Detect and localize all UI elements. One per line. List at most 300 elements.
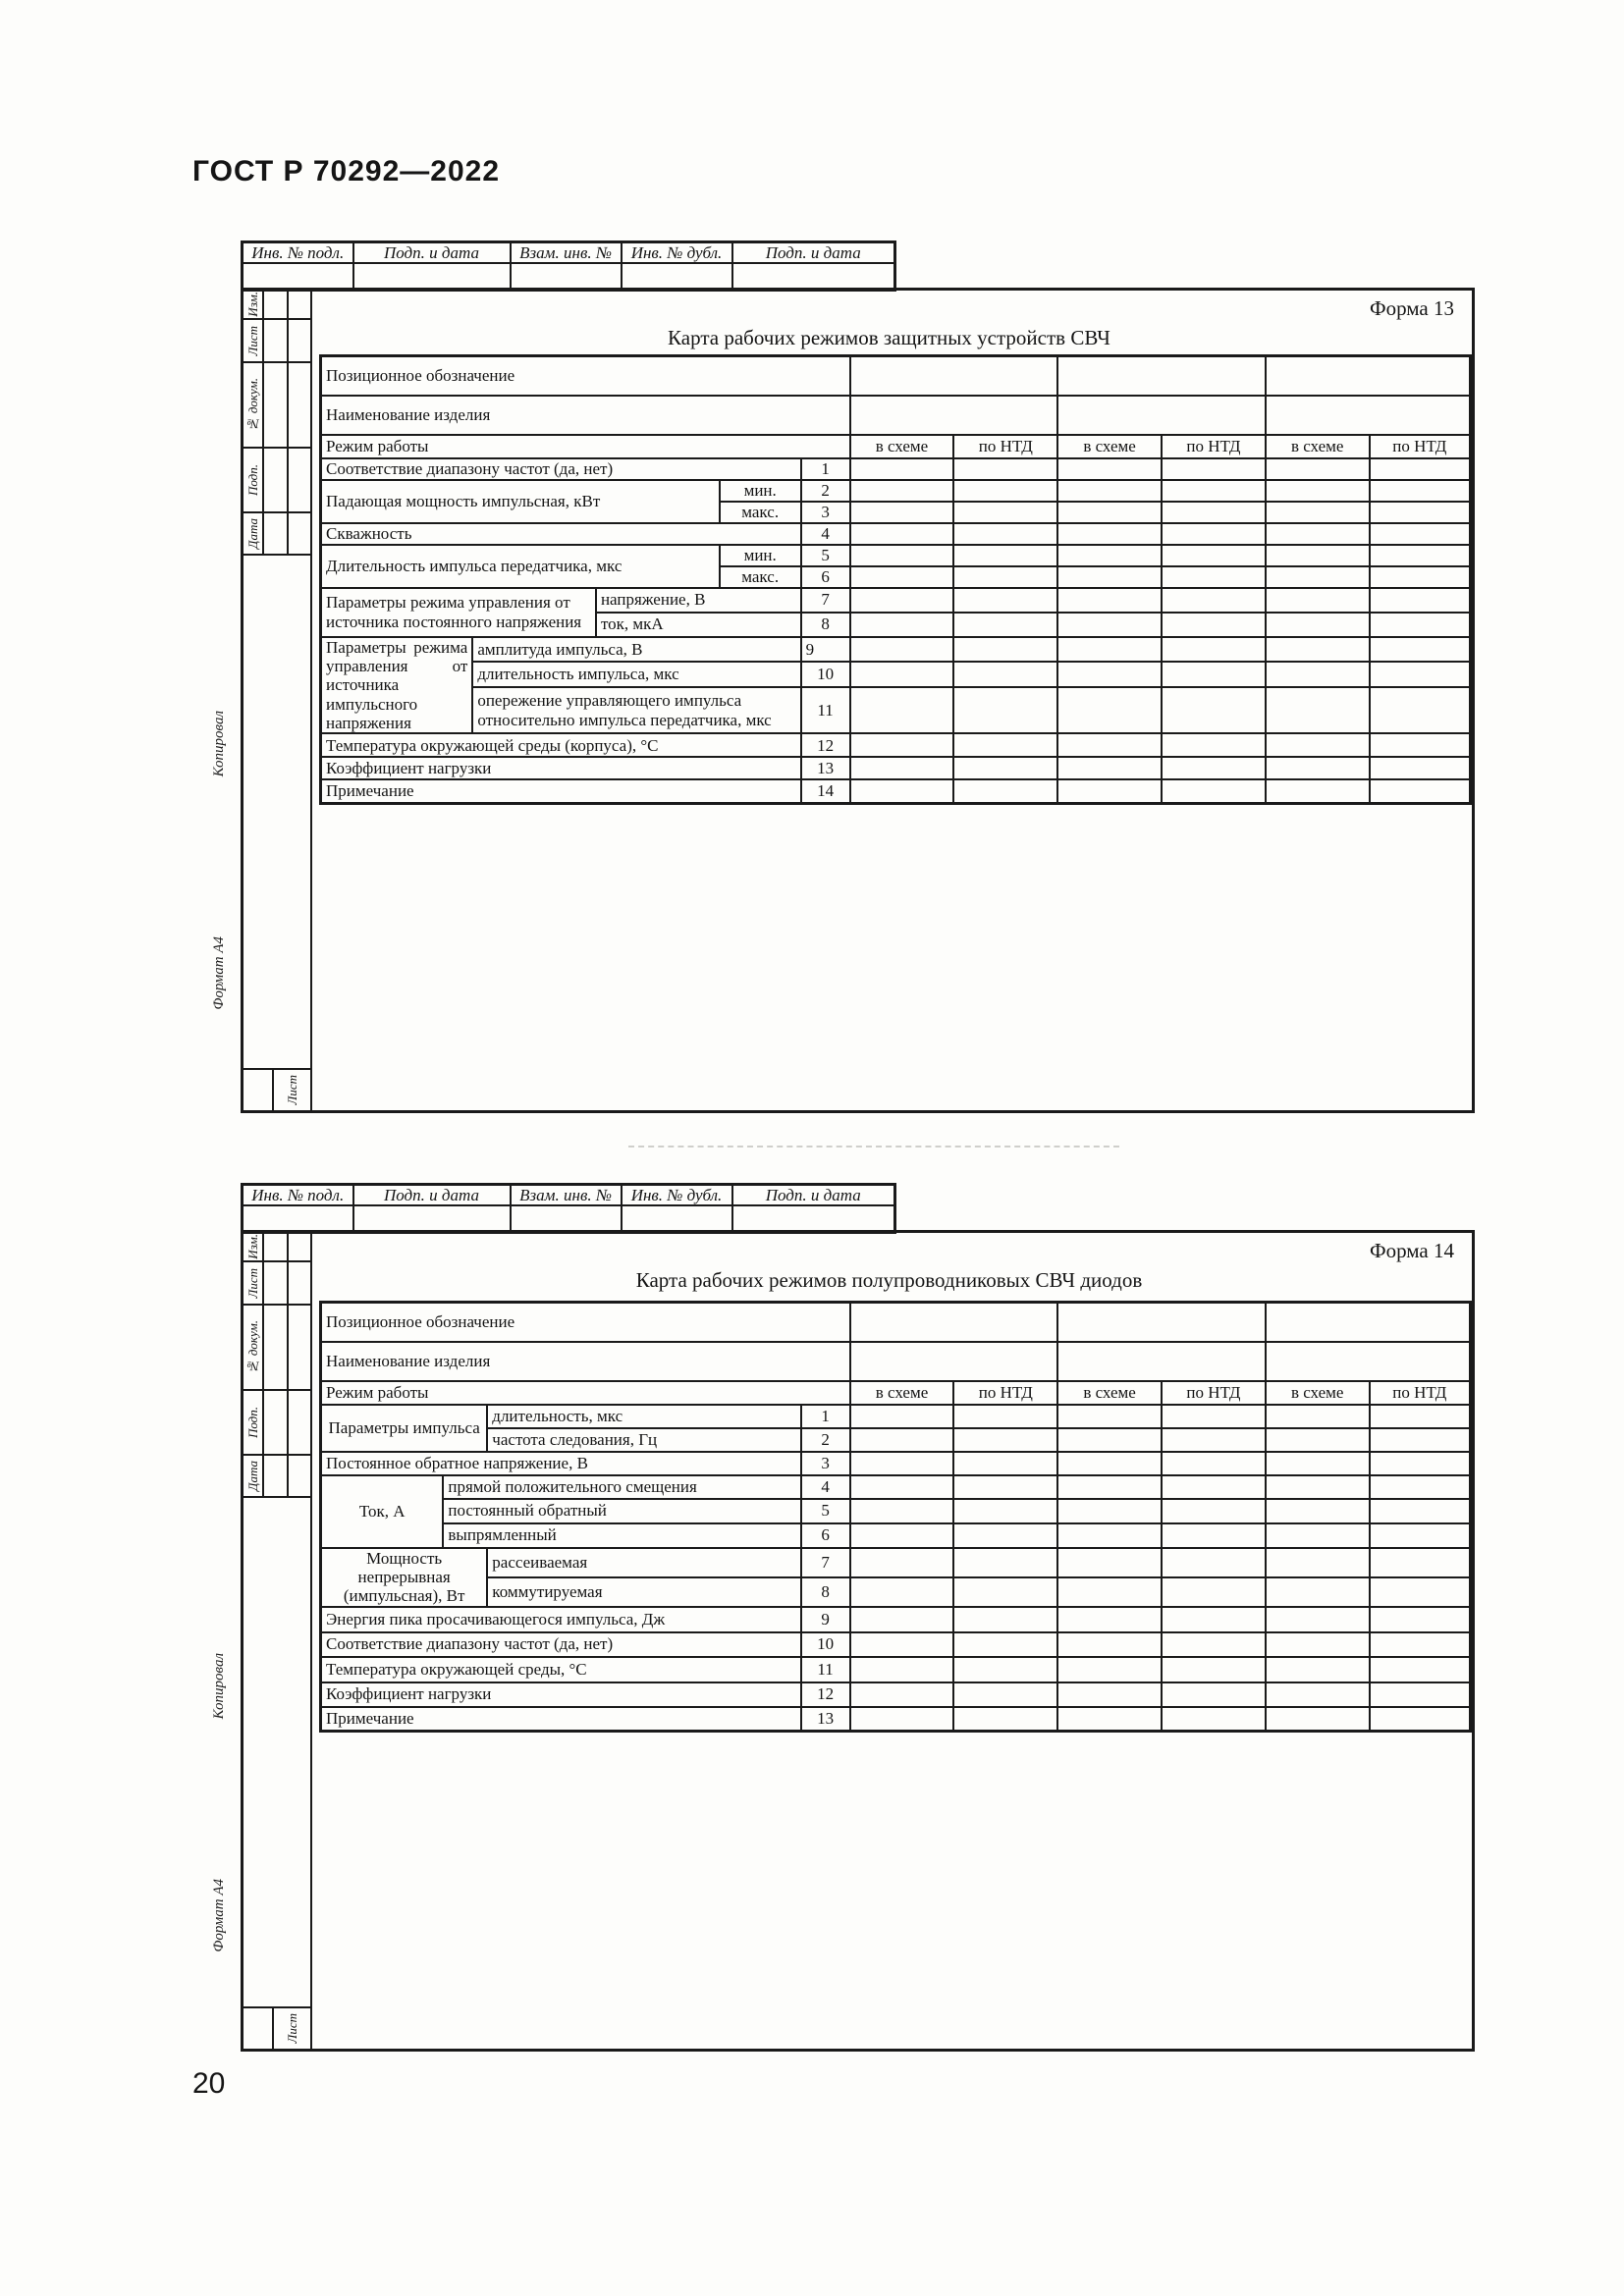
data-cell — [1370, 502, 1471, 523]
row-label: Примечание — [321, 779, 801, 803]
row-number: 3 — [801, 502, 850, 523]
data-cell — [1266, 1499, 1370, 1523]
data-cell — [1162, 1475, 1266, 1499]
data-cell — [1057, 356, 1266, 396]
form13-label: Форма 13 — [1370, 296, 1454, 320]
mode-header: в схеме — [1266, 1381, 1370, 1405]
sidebar-cell — [264, 1391, 289, 1454]
row-sublabel: опережение управляющего импульса относительно импульса передатчика, мкс — [472, 687, 800, 734]
data-cell — [1370, 687, 1471, 734]
row-sublabel: длительность импульса, мкс — [472, 662, 800, 687]
row-label: Температура окружающей среды (корпуса), °С — [321, 733, 801, 757]
sidebar-cell — [289, 1262, 310, 1304]
data-cell — [1162, 1607, 1266, 1632]
row-sublabel: макс. — [720, 502, 801, 523]
data-cell — [1057, 733, 1162, 757]
sidebar-cell — [289, 513, 310, 554]
row-label: Параметры режима управления от источника импульсного напряжения — [321, 637, 473, 734]
data-cell — [1370, 1405, 1471, 1428]
data-cell — [1057, 637, 1162, 663]
data-cell — [1370, 1682, 1471, 1707]
data-cell — [1370, 637, 1471, 663]
data-cell — [850, 662, 954, 687]
mode-header: по НТД — [1370, 1381, 1471, 1405]
stamp-strip — [241, 1183, 896, 1234]
sidebar-label: Изм. — [244, 1234, 260, 1259]
format-label: Формат А4 — [211, 936, 227, 1010]
data-cell — [850, 1405, 954, 1428]
stamp-cell: Подп. и дата — [732, 242, 895, 264]
stamp-blank-cell — [511, 1205, 622, 1232]
sidebar-row — [244, 291, 310, 320]
field-label: Режим работы — [321, 435, 850, 458]
data-cell — [1057, 523, 1162, 545]
sidebar-cell — [289, 320, 310, 361]
mode-header: в схеме — [850, 1381, 954, 1405]
data-cell — [953, 502, 1057, 523]
data-cell — [850, 687, 954, 734]
data-cell — [1266, 613, 1370, 637]
data-cell — [953, 1475, 1057, 1499]
row-sublabel: мин. — [720, 480, 801, 502]
row-sublabel: длительность, мкс — [487, 1405, 800, 1428]
row-number: 5 — [801, 1499, 850, 1523]
row-sublabel: частота следования, Гц — [487, 1428, 800, 1452]
field-label: Позиционное обозначение — [321, 356, 850, 396]
mode-header: по НТД — [1370, 435, 1471, 458]
sidebar-row — [244, 1456, 310, 1498]
data-cell — [1370, 458, 1471, 480]
form13-title: Карта рабочих режимов защитных устройств СВЧ — [668, 326, 1110, 349]
data-cell — [1266, 1342, 1471, 1381]
data-cell — [1162, 458, 1266, 480]
row-label: Скважность — [321, 523, 801, 545]
data-cell — [953, 545, 1057, 566]
sidebar-label: Подп. — [244, 1406, 260, 1439]
data-cell — [1057, 779, 1162, 803]
row-number: 13 — [801, 757, 850, 779]
data-cell — [1266, 545, 1370, 566]
sidebar-cell — [264, 449, 289, 511]
row-number: 12 — [801, 1682, 850, 1707]
stamp-blank-cell — [622, 263, 732, 290]
data-cell — [1370, 566, 1471, 588]
revision-sidebar — [244, 1233, 312, 2049]
stamp-blank-cell — [353, 263, 511, 290]
data-cell — [953, 1682, 1057, 1707]
data-cell — [953, 733, 1057, 757]
data-cell — [850, 1342, 1058, 1381]
sheet-box — [244, 2006, 310, 2049]
data-cell — [850, 1657, 954, 1682]
form13-operating-modes-table — [319, 354, 1472, 805]
row-label: Постоянное обратное напряжение, В — [321, 1452, 801, 1475]
data-cell — [1162, 733, 1266, 757]
sidebar-cell — [264, 291, 289, 318]
sidebar-cell — [264, 320, 289, 361]
data-cell — [1057, 1303, 1266, 1342]
data-cell — [1162, 523, 1266, 545]
sidebar-row — [244, 1262, 310, 1306]
data-cell — [1057, 1607, 1162, 1632]
row-number: 2 — [801, 480, 850, 502]
row-label: Длительность импульса передатчика, мкс — [321, 545, 720, 588]
data-cell — [850, 1523, 954, 1548]
data-cell — [850, 1303, 1058, 1342]
data-cell — [850, 733, 954, 757]
page-number: 20 — [192, 2067, 226, 2100]
row-number: 14 — [801, 779, 850, 803]
data-cell — [1162, 1548, 1266, 1577]
data-cell — [1057, 1428, 1162, 1452]
data-cell — [1266, 1428, 1370, 1452]
copy-label: Копировал — [211, 1653, 227, 1720]
data-cell — [1162, 779, 1266, 803]
data-cell — [953, 1657, 1057, 1682]
stamp-blank-cell — [243, 1205, 353, 1232]
data-cell — [953, 757, 1057, 779]
data-cell — [1266, 757, 1370, 779]
mode-header: по НТД — [953, 435, 1057, 458]
row-number: 3 — [801, 1452, 850, 1475]
stamp-cell: Инв. № дубл. — [622, 242, 732, 264]
row-sublabel: напряжение, В — [596, 588, 801, 613]
data-cell — [953, 588, 1057, 613]
data-cell — [1370, 1523, 1471, 1548]
mode-header: в схеме — [1057, 1381, 1162, 1405]
data-cell — [953, 1607, 1057, 1632]
row-number: 10 — [801, 662, 850, 687]
row-number: 2 — [801, 1428, 850, 1452]
row-label: Коэффициент нагрузки — [321, 757, 801, 779]
row-number: 7 — [801, 1548, 850, 1577]
stamp-cell: Взам. инв. № — [511, 242, 622, 264]
field-label: Режим работы — [321, 1381, 850, 1405]
stamp-cell: Взам. инв. № — [511, 1185, 622, 1206]
sidebar-cell — [264, 1306, 289, 1389]
data-cell — [953, 662, 1057, 687]
sheet-box — [244, 1068, 310, 1110]
stamp-blank-cell — [353, 1205, 511, 1232]
data-cell — [1266, 480, 1370, 502]
data-cell — [850, 757, 954, 779]
data-cell — [850, 637, 954, 663]
mode-header: в схеме — [1266, 435, 1370, 458]
row-number: 13 — [801, 1707, 850, 1732]
data-cell — [1162, 588, 1266, 613]
sidebar-label: Подп. — [244, 463, 260, 497]
data-cell — [1266, 458, 1370, 480]
data-cell — [850, 458, 954, 480]
data-cell — [850, 1707, 954, 1732]
data-cell — [850, 779, 954, 803]
document-number: ГОСТ Р 70292—2022 — [192, 155, 501, 187]
data-cell — [850, 566, 954, 588]
data-cell — [1266, 779, 1370, 803]
data-cell — [953, 1428, 1057, 1452]
data-cell — [1057, 1577, 1162, 1607]
form14-title: Карта рабочих режимов полупроводниковых СВЧ диодов — [635, 1268, 1143, 1292]
data-cell — [1370, 733, 1471, 757]
sidebar-label: Изм. — [244, 292, 260, 317]
data-cell — [850, 613, 954, 637]
row-number: 1 — [801, 458, 850, 480]
data-cell — [953, 566, 1057, 588]
revision-sidebar — [244, 291, 312, 1110]
sidebar-label: № докум. — [244, 1320, 260, 1374]
data-cell — [850, 502, 954, 523]
data-cell — [1266, 1577, 1370, 1607]
row-label: Температура окружающей среды, °С — [321, 1657, 801, 1682]
data-cell — [953, 1523, 1057, 1548]
data-cell — [953, 1707, 1057, 1732]
data-cell — [1266, 566, 1370, 588]
data-cell — [1162, 613, 1266, 637]
data-cell — [1370, 588, 1471, 613]
data-cell — [1266, 1632, 1370, 1657]
data-cell — [1162, 545, 1266, 566]
row-sublabel: рассеиваемая — [487, 1548, 800, 1577]
field-label: Наименование изделия — [321, 396, 850, 435]
data-cell — [850, 523, 954, 545]
data-cell — [953, 1452, 1057, 1475]
data-cell — [953, 687, 1057, 734]
data-cell — [1057, 1342, 1266, 1381]
format-label: Формат А4 — [211, 1879, 227, 1952]
data-cell — [850, 1452, 954, 1475]
data-cell — [1162, 502, 1266, 523]
stamp-blank-cell — [622, 1205, 732, 1232]
data-cell — [1162, 1499, 1266, 1523]
mode-header: по НТД — [953, 1381, 1057, 1405]
row-sublabel: ток, мкА — [596, 613, 801, 637]
sidebar-cell — [289, 449, 310, 511]
row-label: Соответствие диапазону частот (да, нет) — [321, 458, 801, 480]
row-label: Ток, А — [321, 1475, 444, 1548]
data-cell — [1370, 1607, 1471, 1632]
data-cell — [1057, 687, 1162, 734]
data-cell — [1370, 1577, 1471, 1607]
data-cell — [953, 1632, 1057, 1657]
sidebar-row — [244, 1233, 310, 1262]
data-cell — [850, 545, 954, 566]
row-number: 4 — [801, 523, 850, 545]
data-cell — [1057, 545, 1162, 566]
sidebar-row — [244, 1306, 310, 1391]
data-cell — [1266, 1657, 1370, 1682]
data-cell — [1370, 757, 1471, 779]
data-cell — [953, 637, 1057, 663]
copy-label: Копировал — [211, 711, 227, 777]
sidebar-cell — [289, 1306, 310, 1389]
sidebar-row — [244, 449, 310, 513]
fold-mark — [628, 1146, 1119, 1148]
data-cell — [953, 1577, 1057, 1607]
data-cell — [1266, 1452, 1370, 1475]
mode-header: в схеме — [850, 435, 954, 458]
data-cell — [1057, 1475, 1162, 1499]
sidebar-label: № докум. — [244, 378, 260, 432]
form13-frame — [241, 288, 1475, 1113]
data-cell — [1162, 1682, 1266, 1707]
sidebar-cell — [289, 1456, 310, 1496]
data-cell — [1162, 1632, 1266, 1657]
data-cell — [1057, 1405, 1162, 1428]
data-cell — [1057, 502, 1162, 523]
form14-operating-modes-table — [319, 1301, 1472, 1733]
data-cell — [850, 1682, 954, 1707]
data-cell — [1057, 1682, 1162, 1707]
sidebar-row — [244, 1391, 310, 1456]
data-cell — [953, 480, 1057, 502]
stamp-cell: Инв. № дубл. — [622, 1185, 732, 1206]
data-cell — [1162, 757, 1266, 779]
stamp-cell: Подп. и дата — [353, 1185, 511, 1206]
row-number: 9 — [801, 1607, 850, 1632]
data-cell — [850, 1548, 954, 1577]
row-label: Примечание — [321, 1707, 801, 1732]
row-number: 5 — [801, 545, 850, 566]
data-cell — [1370, 613, 1471, 637]
row-number: 6 — [801, 1523, 850, 1548]
data-cell — [1057, 458, 1162, 480]
data-cell — [953, 458, 1057, 480]
data-cell — [1266, 733, 1370, 757]
row-number: 6 — [801, 566, 850, 588]
data-cell — [1370, 1499, 1471, 1523]
data-cell — [1370, 1428, 1471, 1452]
data-cell — [1266, 523, 1370, 545]
data-cell — [1266, 502, 1370, 523]
stamp-cell: Инв. № подл. — [243, 242, 353, 264]
data-cell — [1162, 1707, 1266, 1732]
sidebar-label: Лист — [244, 1267, 260, 1299]
row-number: 4 — [801, 1475, 850, 1499]
sheet-number-cell — [244, 2008, 274, 2049]
data-cell — [1162, 637, 1266, 663]
row-number: 9 — [801, 637, 850, 663]
sidebar-cell — [289, 363, 310, 447]
row-number: 1 — [801, 1405, 850, 1428]
sheet-number-cell — [244, 1070, 274, 1110]
sidebar-label: Лист — [244, 325, 260, 356]
data-cell — [850, 1577, 954, 1607]
data-cell — [1057, 1499, 1162, 1523]
data-cell — [1057, 396, 1266, 435]
form14-frame — [241, 1230, 1475, 2052]
data-cell — [1057, 1632, 1162, 1657]
data-cell — [1266, 637, 1370, 663]
data-cell — [850, 1475, 954, 1499]
data-cell — [1057, 1657, 1162, 1682]
data-cell — [1370, 1632, 1471, 1657]
row-sublabel: выпрямленный — [443, 1523, 800, 1548]
mode-header: по НТД — [1162, 1381, 1266, 1405]
sidebar-spacer — [244, 556, 310, 1068]
row-sublabel: постоянный обратный — [443, 1499, 800, 1523]
data-cell — [1266, 1475, 1370, 1499]
stamp-blank-cell — [243, 263, 353, 290]
sheet-label: Лист — [284, 1075, 299, 1105]
field-label: Позиционное обозначение — [321, 1303, 850, 1342]
data-cell — [850, 1428, 954, 1452]
sidebar-cell — [289, 1233, 310, 1260]
row-label: Параметры импульса — [321, 1405, 488, 1452]
data-cell — [1266, 588, 1370, 613]
sidebar-label: Дата — [244, 1461, 260, 1491]
row-label: Падающая мощность импульсная, кВт — [321, 480, 720, 523]
data-cell — [1057, 1523, 1162, 1548]
data-cell — [1162, 1405, 1266, 1428]
data-cell — [850, 480, 954, 502]
data-cell — [1370, 1452, 1471, 1475]
sidebar-cell — [264, 363, 289, 447]
data-cell — [1370, 545, 1471, 566]
data-cell — [1370, 779, 1471, 803]
data-cell — [1162, 662, 1266, 687]
data-cell — [1266, 1405, 1370, 1428]
row-sublabel: коммутируемая — [487, 1577, 800, 1607]
data-cell — [1266, 1523, 1370, 1548]
row-label: Соответствие диапазону частот (да, нет) — [321, 1632, 801, 1657]
data-cell — [953, 613, 1057, 637]
data-cell — [1370, 1548, 1471, 1577]
sheet-label: Лист — [284, 2013, 299, 2044]
data-cell — [1370, 523, 1471, 545]
row-sublabel: мин. — [720, 545, 801, 566]
row-number: 11 — [801, 1657, 850, 1682]
data-cell — [1162, 1657, 1266, 1682]
row-sublabel: прямой положительного смещения — [443, 1475, 800, 1499]
data-cell — [953, 1499, 1057, 1523]
data-cell — [1162, 1428, 1266, 1452]
sidebar-cell — [264, 513, 289, 554]
data-cell — [1057, 613, 1162, 637]
data-cell — [1057, 1548, 1162, 1577]
data-cell — [1370, 480, 1471, 502]
stamp-cell: Подп. и дата — [732, 1185, 895, 1206]
data-cell — [1057, 757, 1162, 779]
data-cell — [1266, 396, 1471, 435]
data-cell — [1266, 1707, 1370, 1732]
stamp-strip — [241, 240, 896, 292]
data-cell — [1162, 480, 1266, 502]
row-number: 12 — [801, 733, 850, 757]
data-cell — [1370, 1657, 1471, 1682]
data-cell — [850, 1632, 954, 1657]
data-cell — [1266, 1303, 1471, 1342]
form14-label: Форма 14 — [1370, 1239, 1454, 1262]
data-cell — [850, 1607, 954, 1632]
data-cell — [1370, 662, 1471, 687]
data-cell — [850, 588, 954, 613]
data-cell — [850, 396, 1058, 435]
data-cell — [1266, 1548, 1370, 1577]
row-label: Энергия пика просачивающегося импульса, Дж — [321, 1607, 801, 1632]
stamp-blank-cell — [511, 263, 622, 290]
data-cell — [1162, 1577, 1266, 1607]
data-cell — [1057, 566, 1162, 588]
data-cell — [953, 1405, 1057, 1428]
sidebar-spacer — [244, 1498, 310, 2006]
data-cell — [850, 356, 1058, 396]
sidebar-row — [244, 363, 310, 449]
data-cell — [1266, 356, 1471, 396]
data-cell — [1057, 662, 1162, 687]
data-cell — [1266, 687, 1370, 734]
sidebar-row — [244, 320, 310, 363]
row-number: 11 — [801, 687, 850, 734]
